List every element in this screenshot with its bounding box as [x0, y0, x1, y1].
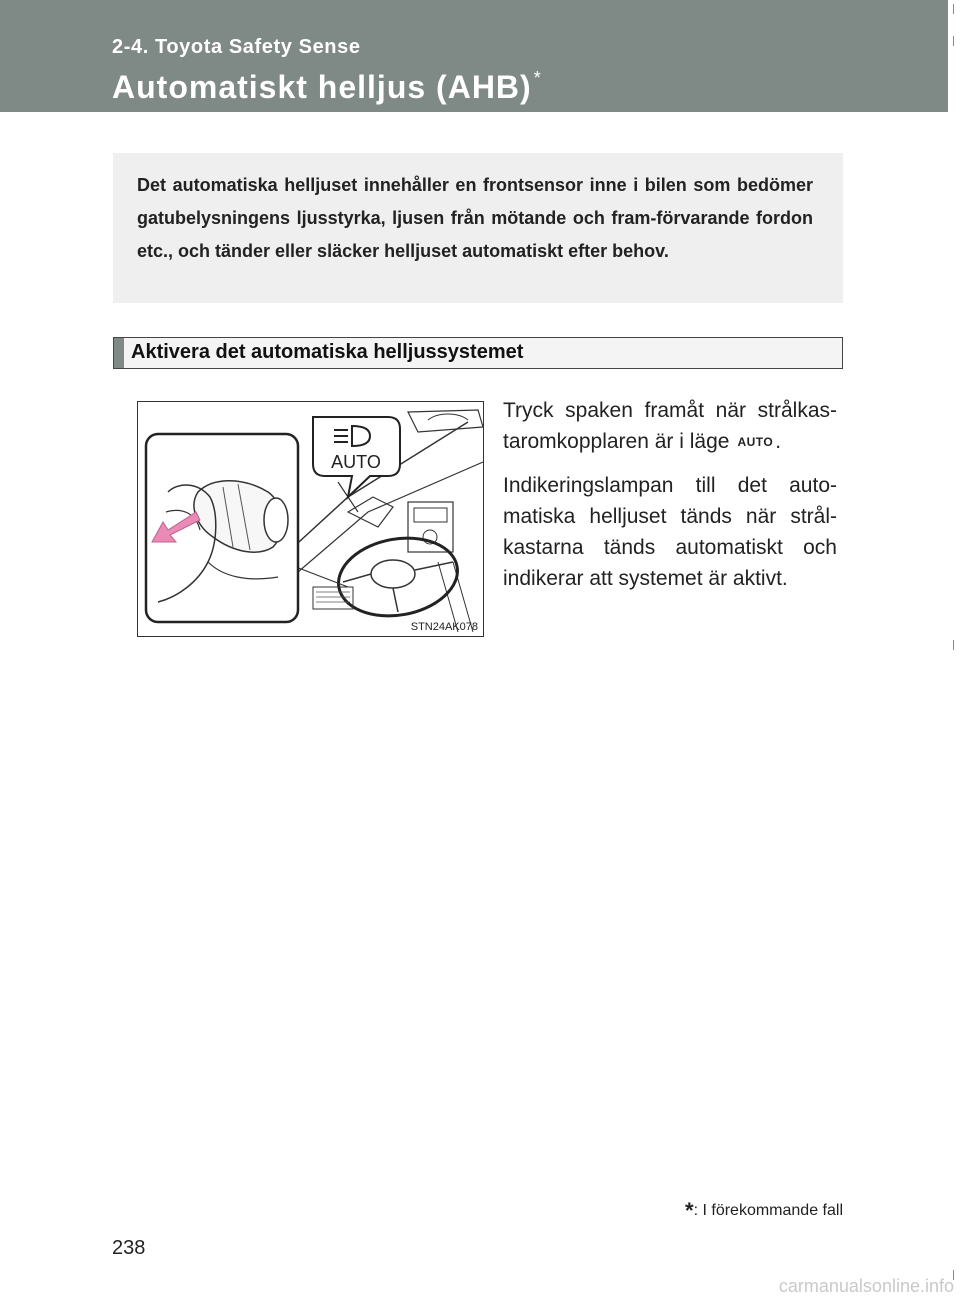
- section-label: 2-4. Toyota Safety Sense: [112, 36, 361, 58]
- footnote-text: : I förekommande fall: [693, 1202, 843, 1219]
- lever-illustration: [138, 402, 484, 637]
- section-heading-text: Aktivera det automatiska helljussystemet: [131, 341, 524, 363]
- instruction-paragraph-1: [503, 395, 837, 458]
- figure-code: STN24AK078: [410, 621, 478, 633]
- instruction-paragraph-2: Indikeringslampan till det auto-matiska helljuset tänds när strål-kastarna tänds automatiskt och indikerar att systemet är aktivt.: [503, 474, 837, 590]
- auto-switch-label: AUTO: [331, 452, 381, 472]
- heading-accent-bar: [114, 338, 124, 368]
- intro-box: [113, 153, 843, 303]
- page-title: [112, 68, 542, 106]
- instruction-text-1-end: .: [775, 430, 782, 453]
- instruction-text: [503, 395, 837, 606]
- illustration-figure: [137, 401, 484, 637]
- margin-tick: [953, 640, 954, 650]
- optional-marker: *: [533, 68, 542, 88]
- page-header: [0, 0, 948, 112]
- margin-tick: [953, 4, 954, 14]
- instruction-text-1: Tryck spaken framåt när strålkas-taromkopplaren är i läge: [503, 399, 837, 453]
- intro-text: Det automatiska helljuset innehåller en frontsensor inne i bilen som bedömer gatubelysningens ljusstyrka, ljusen från mötande och fram-förvarande fordon etc., och tänder eller släcker helljuset automatiskt efter behov.: [137, 175, 813, 261]
- auto-symbol-icon: AUTO: [737, 435, 774, 449]
- page-number: 238: [112, 1237, 146, 1259]
- section-heading: [113, 337, 843, 369]
- watermark: carmanualsonline.info: [778, 1276, 954, 1296]
- page-title-text: Automatiskt helljus (AHB): [112, 69, 532, 105]
- margin-tick: [953, 36, 954, 46]
- asterisk-icon: *: [685, 1198, 694, 1223]
- footnote: [685, 1198, 843, 1224]
